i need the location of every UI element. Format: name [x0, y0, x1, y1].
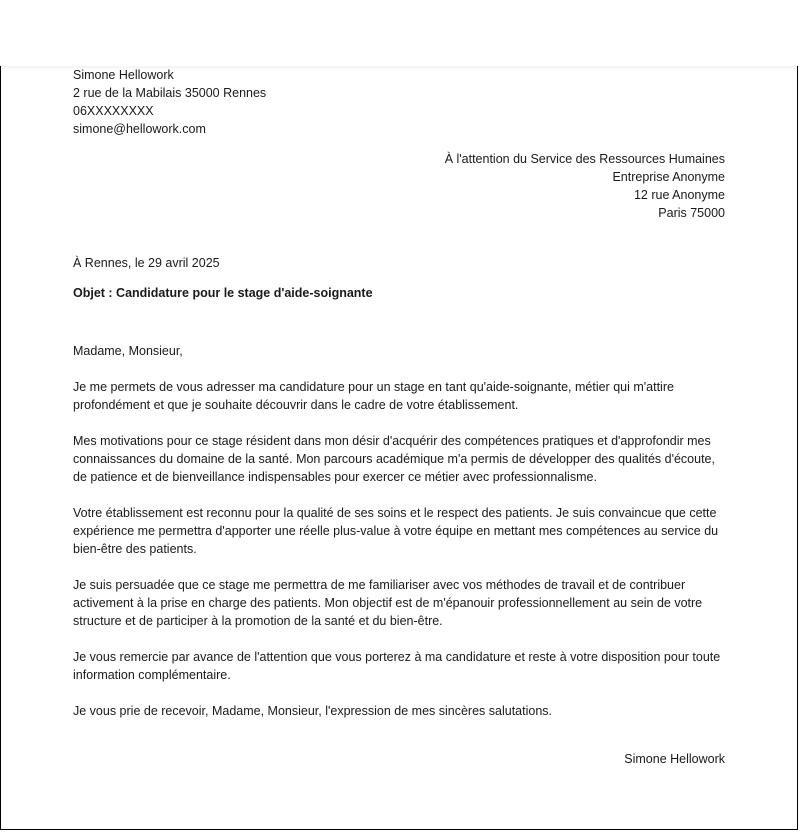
recipient-block [445, 150, 725, 222]
salutation: Madame, Monsieur, [73, 344, 183, 358]
sender-block [73, 66, 266, 138]
paragraph: Votre établissement est reconnu pour la qualité de ses soins et le respect des patients. Je suis convaincue que cette expérience me permettra d'apporter une réelle plus-value à votre équipe en mettant mes compétences au service du bien-être des patients. [73, 506, 719, 556]
paragraph: Je suis persuadée que ce stage me permettra de me familiariser avec vos méthodes de travail et de contribuer activement à la prise en charge des patients. Mon objectif est de m'épanouir professionnellement au sein de votre structure et de participer à la promotion de la santé et du bien-être. [73, 578, 703, 628]
paragraph: Je me permets de vous adresser ma candidature pour un stage en tant qu'aide-soignante, métier qui m'attire profondément et que je souhaite découvrir dans le cadre de votre établissement. [73, 380, 674, 412]
top-bar [0, 0, 800, 66]
recipient-city: Paris 75000 [658, 206, 725, 220]
closing-paragraph: Je vous prie de recevoir, Madame, Monsieur, l'expression de mes sincères salutations. [73, 704, 553, 718]
sender-email: simone@hellowork.com [73, 122, 206, 136]
recipient-company: Entreprise Anonyme [612, 170, 725, 184]
letter-body [73, 342, 725, 738]
recipient-attention: À l'attention du Service des Ressources Humaines [444, 152, 725, 166]
date-line: À Rennes, le 29 avril 2025 [73, 256, 220, 270]
paragraph: Je vous remercie par avance de l'attention que vous porterez à ma candidature et reste à votre disposition pour toute information complémentaire. [73, 650, 721, 682]
signature: Simone Hellowork [624, 752, 725, 766]
letter-page [0, 62, 798, 830]
sender-phone: 06XXXXXXXX [73, 104, 154, 118]
sender-name: Simone Hellowork [73, 68, 174, 82]
subject-line: Objet : Candidature pour le stage d'aide-soignante [73, 286, 373, 300]
sender-address: 2 rue de la Mabilais 35000 Rennes [73, 86, 267, 100]
paragraph: Mes motivations pour ce stage résident dans mon désir d'acquérir des compétences pratiques et d'approfondir mes connaissances du domaine de la santé. Mon parcours académique m'a permis de développer des qualités d'écoute, de patience et de bienveillance indispensables pour exercer ce métier avec professionnalisme. [73, 434, 715, 484]
recipient-street: 12 rue Anonyme [633, 188, 725, 202]
